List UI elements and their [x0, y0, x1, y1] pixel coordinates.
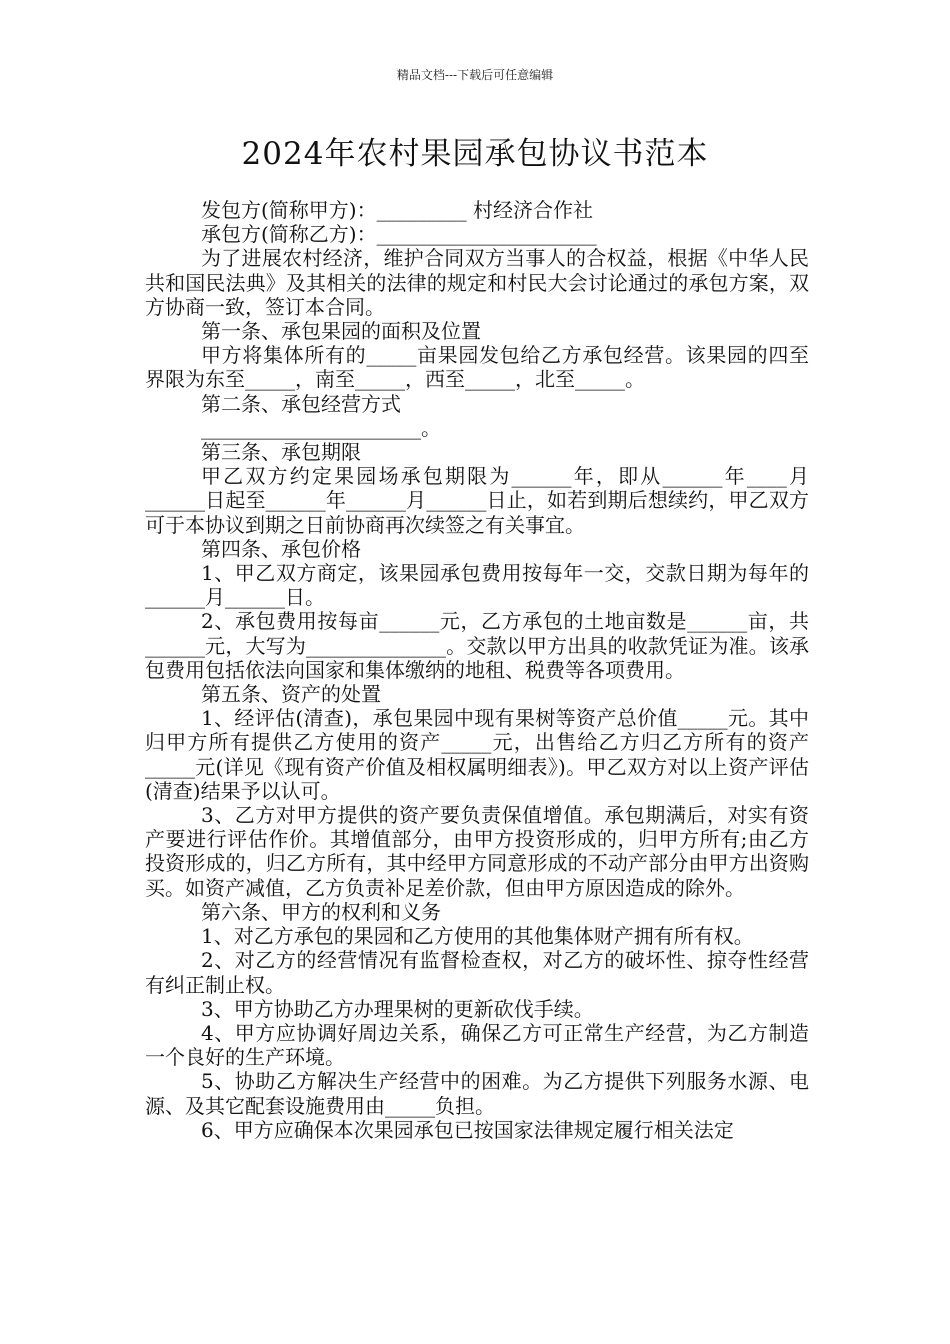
preamble-paragraph: 为了进展农村经济，维护合同双方当事人的合权益，根据《中华人民共和国民法典》及其相关的法律的规定和村民大会讨论通过的承包方案，双方协商一致，签订本合同。	[145, 246, 809, 319]
article-6-clause-3: 3、甲方协助乙方办理果树的更新砍伐手续。	[201, 996, 594, 1021]
article-6-clause-4: 4、甲方应协调好周边关系，确保乙方可正常生产经营，为乙方制造一个良好的生产环境。	[145, 1020, 809, 1070]
article-3-heading: 第三条、承包期限	[201, 440, 361, 465]
article-4-heading: 第四条、承包价格	[201, 536, 361, 561]
article-6-clause-6: 6、甲方应确保本次果园承包已按国家法律规定履行相关法定	[201, 1117, 734, 1142]
article-4-clause-1: 1、甲乙双方商定，该果园承包费用按每年一交，交款日期为每年的______月______日。	[145, 561, 809, 610]
article-6-heading: 第六条、甲方的权利和义务	[201, 899, 441, 924]
article-3-paragraph: 甲乙双方约定果园场承包期限为______年，即从______年____月______日起至______年______月______日止，如若到期后想续约，甲乙双方可于本协议到期之日前协商再次续签之有关事宜。	[145, 464, 809, 537]
document-body	[145, 198, 809, 1142]
page-header: 精品文档---下载后可任意编辑	[396, 68, 554, 82]
article-1-paragraph: 甲方将集体所有的_____亩果园发包给乙方承包经营。该果园的四至界限为东至_____，南至_____，西至_____，北至_____。	[145, 343, 809, 392]
article-5-clause-1: 1、经评估(清查)，承包果园中现有果树等资产总价值_____元。其中归甲方所有提供乙方使用的资产_____元，出售给乙方归乙方所有的资产_____元(详见《现有资产价值及相权属明细表》)。甲乙双方对以上资产评估(清查)结果予以认可。	[145, 706, 809, 803]
article-4-clause-2: 2、承包费用按每亩______元，乙方承包的土地亩数是______亩，共______元，大写为______________。交款以甲方出具的收款凭证为准。该承包费用包括依法向国家和集体缴纳的地租、税费等各项费用。	[145, 609, 809, 682]
party-a-line: 发包方(简称甲方)：_________ 村经济合作社	[201, 198, 593, 222]
document-title: 2024年农村果园承包协议书范本	[241, 136, 709, 172]
article-6-clause-2: 2、对乙方的经营情况有监督检查权，对乙方的破坏性、掠夺性经营有纠正制止权。	[145, 948, 809, 997]
article-2-heading: 第二条、承包经营方式	[201, 391, 401, 416]
article-2-paragraph: ______________________。	[201, 415, 441, 440]
article-5-clause-3: 3、乙方对甲方提供的资产要负责保值增值。承包期满后，对实有资产要进行评估作价。其增值部分，由甲方投资形成的，归甲方所有;由乙方投资形成的，归乙方所有，其中经甲方同意形成的不动产部分由甲方出资购买。如资产减值，乙方负责补足差价款，但由甲方原因造成的除外。	[145, 803, 809, 900]
article-6-clause-1: 1、对乙方承包的果园和乙方使用的其他集体财产拥有所有权。	[201, 924, 754, 949]
party-b-line: 承包方(简称乙方)：______________________	[201, 222, 597, 247]
article-1-heading: 第一条、承包果园的面积及位置	[201, 319, 481, 344]
article-6-clause-5: 5、协助乙方解决生产经营中的困难。为乙方提供下列服务水源、电源、及其它配套设施费用由_____负担。	[145, 1069, 809, 1118]
article-5-heading: 第五条、资产的处置	[201, 682, 381, 707]
